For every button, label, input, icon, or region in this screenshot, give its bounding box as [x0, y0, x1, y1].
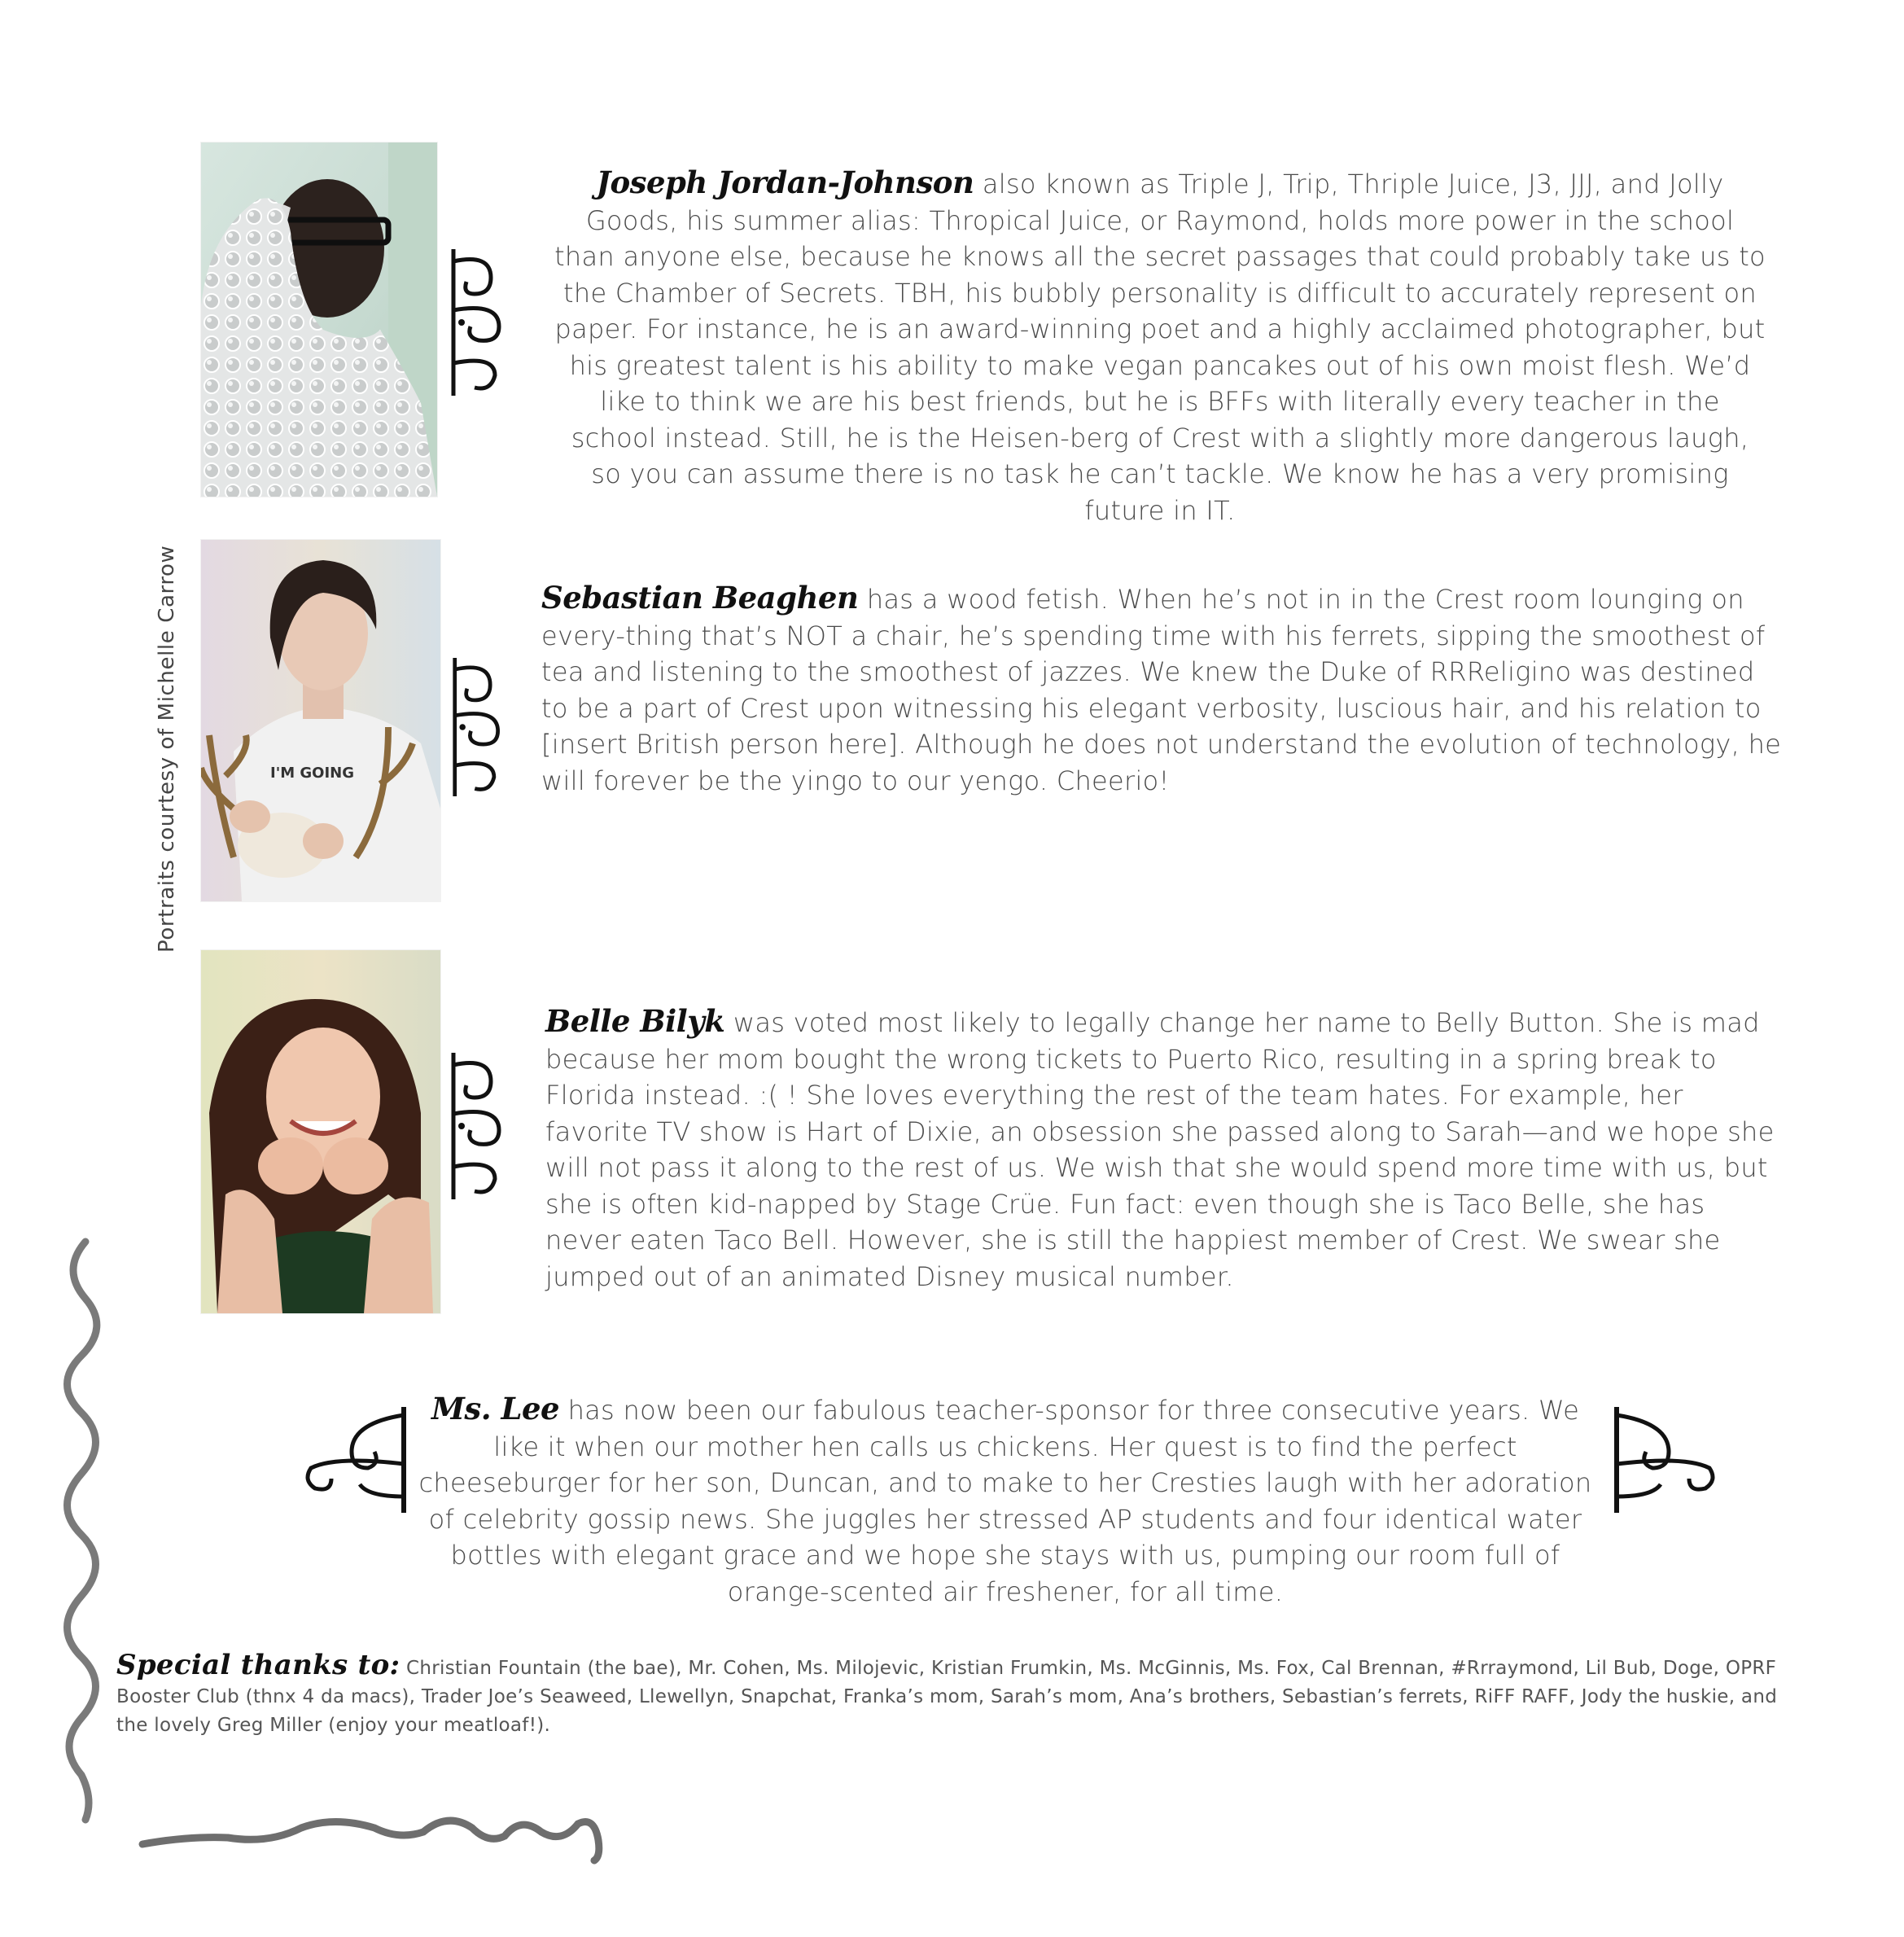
- portrait-sebastian: [201, 540, 440, 901]
- bio-text-belle: was voted most likely to legally change her name to Belly Button. She is mad because her mom bought the wrong tickets to Puerto Rico, resulting in a spring break to Florida instead. :( ! She loves everything the rest of the team hates. For example, her favorite TV show is Hart of Dixie, an obsession she passed along to Sarah—and we hope she will not pass it along to the rest of us. We wish that she would spend more time with us, but she is often kid-napped by Stage Crüe. Fun fact: even though she is Taco Belle, she has never eaten Taco Bell. However, she is still the happiest member of Crest. We swear she jumped out of an animated Disney musical number.: [545, 1007, 1775, 1292]
- ornament-flourish-right-icon: [1612, 1407, 1718, 1513]
- squiggle-vertical-icon: [45, 1238, 110, 1827]
- ornament-flourish-left-icon: [303, 1407, 409, 1513]
- shirt-text: I'M GOING: [270, 765, 354, 782]
- portrait-joseph: [201, 142, 437, 497]
- bio-name-belle: Belle Bilyk: [545, 1003, 725, 1039]
- squiggle-horizontal-icon: [138, 1795, 611, 1872]
- ornament-flourish-icon: [450, 249, 507, 396]
- bio-belle: [545, 1003, 1775, 1295]
- bio-text-joseph: also known as Triple J, Trip, Thriple Juice, J3, JJJ, and Jolly Goods, his summer alias: Thropical Juice, or Raymond, holds more power in the school than anyone else, because he knows all the secret passages that could probably take us to the Chamber of Secrets. TBH, his bubbly personality is difficult to accurately represent on paper. For instance, he is an award-winning poet and a highly acclaimed photographer, but his greatest talent is his ability to make vegan pancakes out of his own moist flesh. We’d like to think we are his best friends, but he is BFFs with literally every teacher in the school instead. Still, he is the Heisen-berg of Crest with a slightly more dangerous laugh, so you can assume there is no task he can’t tackle. We know he has a very promising future in IT.: [554, 169, 1766, 526]
- photo-credit: Portraits courtesy of Michelle Carrow: [155, 545, 179, 953]
- bio-name-ms-lee: Ms. Lee: [431, 1391, 560, 1426]
- bio-joseph: [554, 164, 1766, 528]
- ornament-flourish-icon: [450, 1049, 507, 1203]
- bio-text-sebastian: has a wood fetish. When he’s not in in the Crest room lounging on every-thing that’s NOT a chair, he’s spending time with his ferrets, sipping the smoothest of tea and listening to the smoothest of jazzes. We knew the Duke of RRReligino was destined to be a part of Crest upon witnessing his elegant verbosity, luscious hair, and his relation to [insert British person here]. Although he does not understand the evolution of technology, he will forever be the yingo to our yengo. Cheerio!: [541, 584, 1782, 796]
- bio-ms-lee: [407, 1391, 1604, 1610]
- special-thanks-text: Christian Fountain (the bae), Mr. Cohen, Ms. Milojevic, Kristian Frumkin, Ms. McGinnis, Ms. Fox, Cal Brennan, #Rrraymond, Lil Bub, Doge, OPRF Booster Club (thnx 4 da macs), Trader Joe’s Seaweed, Llewellyn, Snapchat, Franka’s mom, Sarah’s mom, Ana’s brothers, Sebastian’s ferrets, RiFF RAFF, Jody the huskie, and the lovely Greg Miller (enjoy your meatloaf!).: [116, 1658, 1778, 1736]
- bio-sebastian: [541, 580, 1787, 799]
- portrait-belle: [201, 950, 440, 1313]
- special-thanks: [116, 1651, 1793, 1740]
- bio-name-sebastian: Sebastian Beaghen: [541, 580, 859, 616]
- bio-name-joseph: Joseph Jordan-Johnson: [596, 164, 974, 200]
- special-thanks-label: Special thanks to:: [116, 1649, 400, 1681]
- ornament-flourish-icon: [450, 658, 507, 796]
- bio-text-ms-lee: has now been our fabulous teacher-sponsor for three consecutive years. We like it when our mother hen calls us chickens. Her quest is to find the perfect cheeseburger for her son, Duncan, and to make to her Cresties laugh with her adoration of celebrity gossip news. She juggles her stressed AP students and four identical water bottles with elegant grace and we hope she stays with us, pumping our room full of orange-scented air freshener, for all time.: [418, 1395, 1592, 1607]
